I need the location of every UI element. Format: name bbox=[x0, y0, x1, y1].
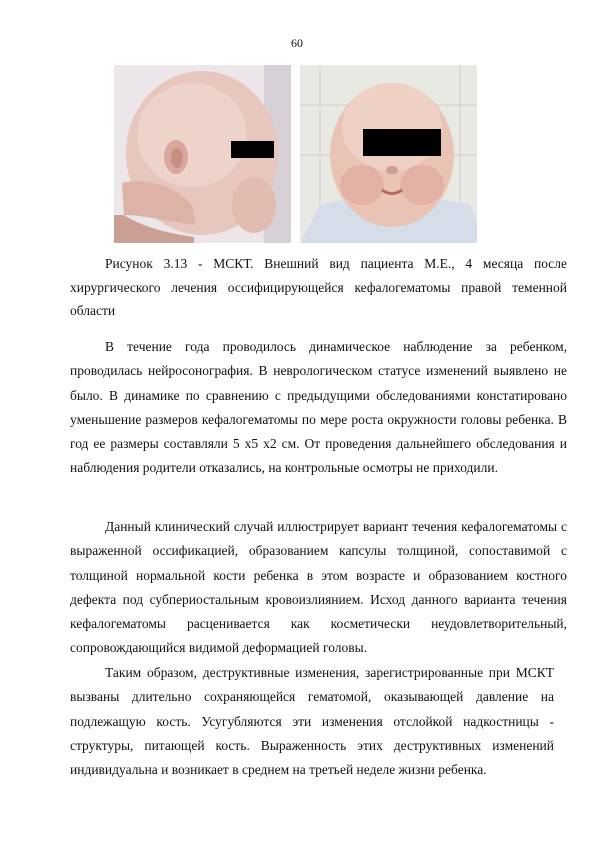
redaction-bar bbox=[231, 141, 274, 158]
paragraph: В течение года проводилось динамическое наблюдение за ребенком, проводилась нейросонография. В неврологическом статусе изменений выявлено не было. В динамике по сравнению с предыдущими обследованиями констатировано уменьшение размеров кефалогематомы по мере роста окружности головы ребенка. В год ее размеры составляли 5 х5 х2 см. От проведения дальнейшего обследования и наблюдения родители отказались, на контрольные осмотры не приходили. bbox=[70, 339, 567, 476]
paragraph: Таким образом, деструктивные изменения, зарегистрированные при МСКТ вызваны длительно сохраняющейся гематомой, оказывающей давление на подлежащую кость. Усугубляются эти изменения отслойкой надкостницы - структуры, питающей кость. Выраженность этих деструктивных изменений индивидуальна и возникает в среднем на третьей неделе жизни ребенка. bbox=[70, 665, 554, 778]
page-number: 60 bbox=[291, 36, 303, 50]
patient-front-photo bbox=[300, 65, 477, 243]
figure-caption bbox=[70, 252, 567, 323]
redaction-bar bbox=[363, 129, 441, 156]
paragraph: Данный клинический случай иллюстрирует вариант течения кефалогематомы с выраженной оссификацией, образованием капсулы толщиной, сопоставимой с толщиной нормальной кости ребенка в этом возрасте и образованием костного дефекта под субпериостальным кровоизлиянием. Исход данного варианта течения кефалогематомы расценивается как косметически неудовлетворительный, сопровождающийся видимой деформацией головы. bbox=[70, 519, 567, 656]
figure-caption-text: Рисунок 3.13 - МСКТ. Внешний вид пациента М.Е., 4 месяца после хирургического лечения оссифицирующейся кефалогематомы правой теменной области bbox=[70, 256, 567, 318]
patient-profile-photo bbox=[114, 65, 291, 243]
